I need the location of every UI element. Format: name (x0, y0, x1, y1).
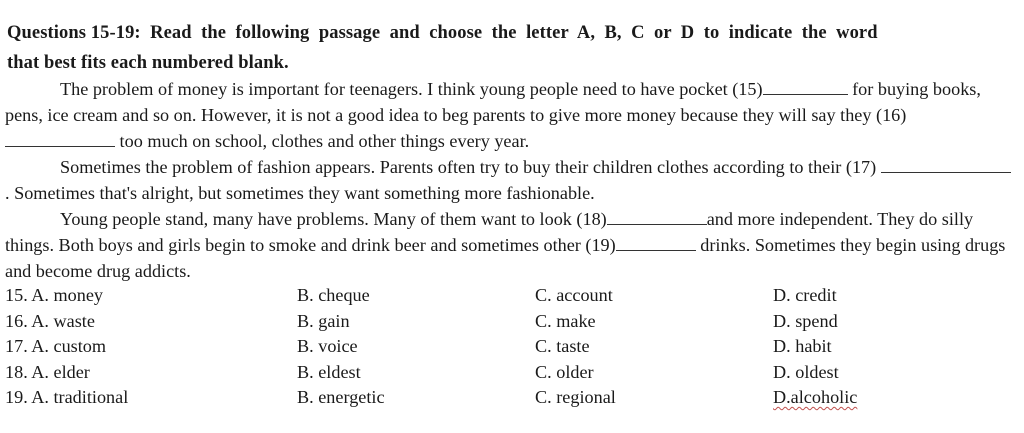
option-19-d: D.alcoholic (773, 387, 858, 407)
answer-options (5, 283, 1015, 411)
passage-paragraph-2 (5, 154, 1015, 206)
option-18-c: C. older (535, 361, 594, 382)
option-18-a: 18. A. elder (5, 361, 90, 382)
blank-16 (5, 131, 115, 147)
question-row-16 (5, 309, 1015, 335)
blank-17 (881, 157, 1011, 173)
option-17-c: C. taste (535, 336, 590, 356)
option-19-b: B. energetic (297, 387, 385, 407)
passage-paragraph-1 (5, 76, 1015, 154)
blank-18 (607, 209, 707, 225)
option-18-b: B. eldest (297, 361, 361, 382)
passage-paragraph-3 (5, 206, 1015, 284)
instructions-line-2: that best fits each numbered blank. (7, 53, 289, 73)
option-16-a: 16. A. waste (5, 310, 95, 331)
option-15-a: 15. A. money (5, 285, 104, 305)
question-row-19 (5, 385, 1015, 411)
option-17-b: B. voice (297, 336, 358, 356)
question-row-15 (5, 283, 1015, 309)
passage-p2-text-a: Sometimes the problem of fashion appears. Parents often try to buy their children clothes according to their (17) (60, 157, 881, 177)
option-17-a: 17. A. custom (5, 336, 107, 356)
instructions-line-1: Questions 15-19: Read the following passage and choose the letter A, B, C or D to indicate the word (7, 23, 878, 43)
question-row-18 (5, 360, 1015, 386)
question-row-17 (5, 334, 1015, 360)
option-19-a: 19. A. traditional (5, 387, 129, 407)
option-18-d: D. oldest (773, 361, 839, 382)
option-15-d: D. credit (773, 285, 837, 305)
passage-p3-text-a: Young people stand, many have problems. Many of them want to look (18) (60, 209, 607, 229)
option-15-b: B. cheque (297, 285, 370, 305)
passage-p1-text-a: The problem of money is important for teenagers. I think young people need to have pocket (15) (60, 79, 763, 99)
blank-15 (763, 79, 848, 95)
passage-p3-text-b: and more independent. They do silly things. Both boys and girls begin to smoke and drink beer and sometimes other (19) (5, 209, 974, 255)
passage-p1-text-c: too much on school, clothes and other things every year. (115, 131, 530, 151)
passage-p2-text-b: . Sometimes that's alright, but sometimes they want something more fashionable. (5, 183, 595, 203)
instructions-heading (7, 18, 1017, 78)
option-19-c: C. regional (535, 387, 616, 407)
reading-passage (5, 76, 1015, 284)
option-15-c: C. account (535, 285, 613, 305)
option-16-d: D. spend (773, 310, 838, 331)
blank-19 (616, 235, 696, 251)
option-16-c: C. make (535, 310, 596, 331)
option-17-d: D. habit (773, 336, 832, 356)
passage-p1-text-b: for buying books, pens, ice cream and so on. However, it is not a good idea to beg parents to give more money because they will say they (16) (5, 79, 981, 125)
option-16-b: B. gain (297, 310, 350, 331)
passage-p3-text-c: drinks. Sometimes they begin using drugs and become drug addicts. (5, 235, 1006, 281)
